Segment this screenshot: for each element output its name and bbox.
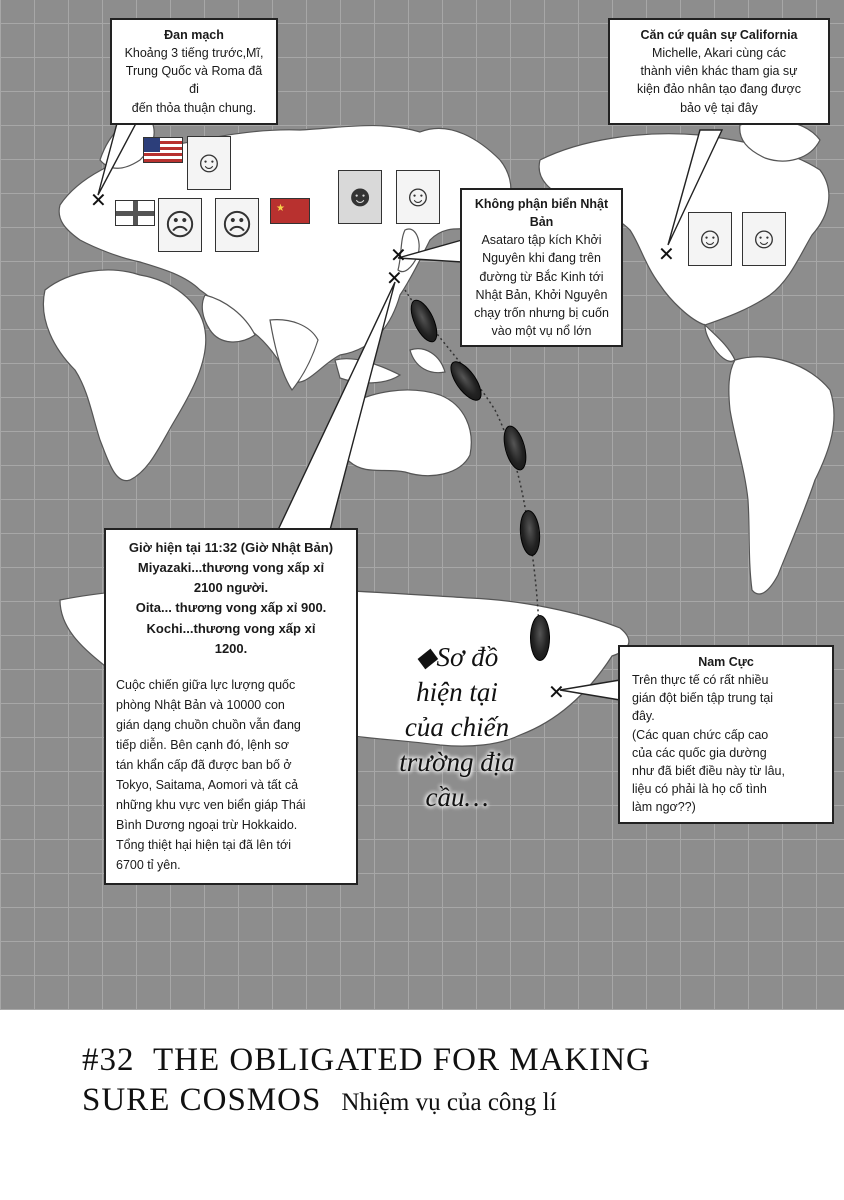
status-body-line: tiếp diễn. Bên cạnh đó, lệnh sơ <box>116 737 289 752</box>
callout-title: Nam Cực <box>698 655 754 669</box>
chapter-title-part-2: SURE COSMOS <box>82 1082 322 1119</box>
status-bold-line: Oita... thương vong xấp xỉ 900. <box>135 600 327 616</box>
caption-line: trường địa <box>399 747 515 778</box>
callout-line: đường từ Bắc Kinh tới <box>479 269 604 284</box>
status-bold-line: 1200. <box>214 640 248 656</box>
status-bold-line: Miyazaki...thương vong xấp xỉ <box>137 560 325 576</box>
status-headline <box>116 538 346 659</box>
status-body-line: gián dạng chuồn chuồn vẫn đang <box>116 717 301 732</box>
chapter-title-line-1 <box>82 1040 802 1080</box>
flag-cross-horizontal <box>116 211 154 216</box>
callout-status <box>104 528 358 885</box>
cross-marker-icon: ✕ <box>548 680 565 704</box>
callout-california <box>608 18 830 125</box>
callout-japan-sea <box>460 188 623 347</box>
callout-line: bảo vệ tại đây <box>680 100 758 115</box>
status-body-line: tán khẩn cấp đã được ban bố ở <box>116 757 292 772</box>
callout-title: Đan mạch <box>164 28 224 42</box>
callout-line: (Các quan chức cấp cao <box>632 727 769 742</box>
callout-line: Khoảng 3 tiếng trước,Mĩ, <box>124 46 264 61</box>
callout-line: Trên thực tế có rất nhiều <box>632 673 769 688</box>
status-body-line: Tổng thiệt hại hiện tại đã lên tới <box>116 837 291 852</box>
portrait-icon: ☹ <box>215 198 259 252</box>
callout-line: Asataro tập kích Khởi <box>481 233 602 248</box>
flag-icon <box>115 200 155 226</box>
flag-icon <box>143 137 183 163</box>
chapter-title-line-2 <box>82 1080 802 1120</box>
portrait-icon: ☻ <box>338 170 382 224</box>
callout-denmark <box>110 18 278 125</box>
status-body-line: phòng Nhật Bản và 10000 con <box>116 697 285 712</box>
chapter-title-part-1: THE OBLIGATED FOR MAKING <box>153 1042 651 1078</box>
callout-line: Nhật Bản, Khởi Nguyên <box>475 287 608 302</box>
callout-line: đây. <box>632 709 655 724</box>
callout-line: kiện đảo nhân tạo đang được <box>637 82 801 97</box>
callout-line: gián đột biến tập trung tại <box>632 691 774 706</box>
callout-line: thành viên khác tham gia sự <box>640 64 798 79</box>
caption-line: ◆Sơ đồ <box>415 642 499 672</box>
india-landmass <box>270 320 318 390</box>
south-america-landmass <box>729 357 834 594</box>
callout-line: Michelle, Akari cùng các <box>651 46 787 61</box>
callout-title: Căn cứ quân sự California <box>640 28 798 42</box>
portrait-icon: ☺ <box>742 212 786 266</box>
portrait-icon: ☺ <box>688 212 732 266</box>
cross-marker-icon: ✕ <box>658 242 675 266</box>
status-body <box>116 675 346 875</box>
callout-line: liệu có phải là họ cố tình <box>632 781 767 796</box>
status-bold-line: Giờ hiện tại 11:32 (Giờ Nhật Bản) <box>128 540 334 555</box>
chapter-number: #32 <box>82 1042 135 1078</box>
cross-marker-icon: ✕ <box>90 188 107 212</box>
status-bold-line: 2100 người. <box>193 580 269 596</box>
chapter-heading <box>82 1040 802 1121</box>
callout-line: làm ngơ??) <box>632 800 696 814</box>
callout-line: như đã biết điều này từ lâu, <box>632 763 785 778</box>
portrait-icon: ☺ <box>396 170 440 224</box>
status-body-line: Tokyo, Saitama, Aomori và tất cả <box>116 777 299 792</box>
cross-marker-icon: ✕ <box>386 266 403 290</box>
status-body-line: Cuộc chiến giữa lực lượng quốc <box>116 677 296 692</box>
status-bold-line: Kochi...thương vong xấp xỉ <box>146 620 316 636</box>
callout-line: của các quốc gia dường <box>632 745 767 760</box>
caption-line: hiện tại <box>416 677 498 708</box>
philippines-landmass <box>410 349 445 373</box>
portrait-icon: ☹ <box>158 198 202 252</box>
africa-landmass <box>43 270 205 481</box>
cross-marker-icon: ✕ <box>390 243 407 267</box>
callout-line: chạy trốn nhưng bị cuốn <box>474 305 609 320</box>
caption-line: của chiến <box>404 712 510 743</box>
callout-line: Nguyên khi đang trên <box>482 251 601 266</box>
chapter-subtitle: Nhiệm vụ của công lí <box>341 1089 557 1117</box>
flag-canton <box>144 138 160 152</box>
flag-icon <box>270 198 310 224</box>
callout-title: Không phận biển Nhật Bản <box>474 197 609 230</box>
callout-antarctica <box>618 645 834 824</box>
central-america-landmass <box>705 325 735 361</box>
status-body-line: Bình Dương ngoại trừ Hokkaido. <box>116 817 298 832</box>
callout-line: đến thỏa thuận chung. <box>131 100 257 115</box>
callout-line: Trung Quốc và Roma đã đi <box>125 64 263 97</box>
status-body-line: 6700 tỉ yên. <box>116 857 181 872</box>
star-icon: ★ <box>276 203 285 214</box>
map-caption <box>382 640 532 815</box>
callout-line: vào một vụ nổ lớn <box>491 323 592 338</box>
cockroach-icon <box>530 615 550 661</box>
portrait-icon: ☺ <box>187 136 231 190</box>
caption-line: cầu… <box>425 782 489 813</box>
status-body-line: những khu vực ven biển giáp Thái <box>116 797 306 812</box>
